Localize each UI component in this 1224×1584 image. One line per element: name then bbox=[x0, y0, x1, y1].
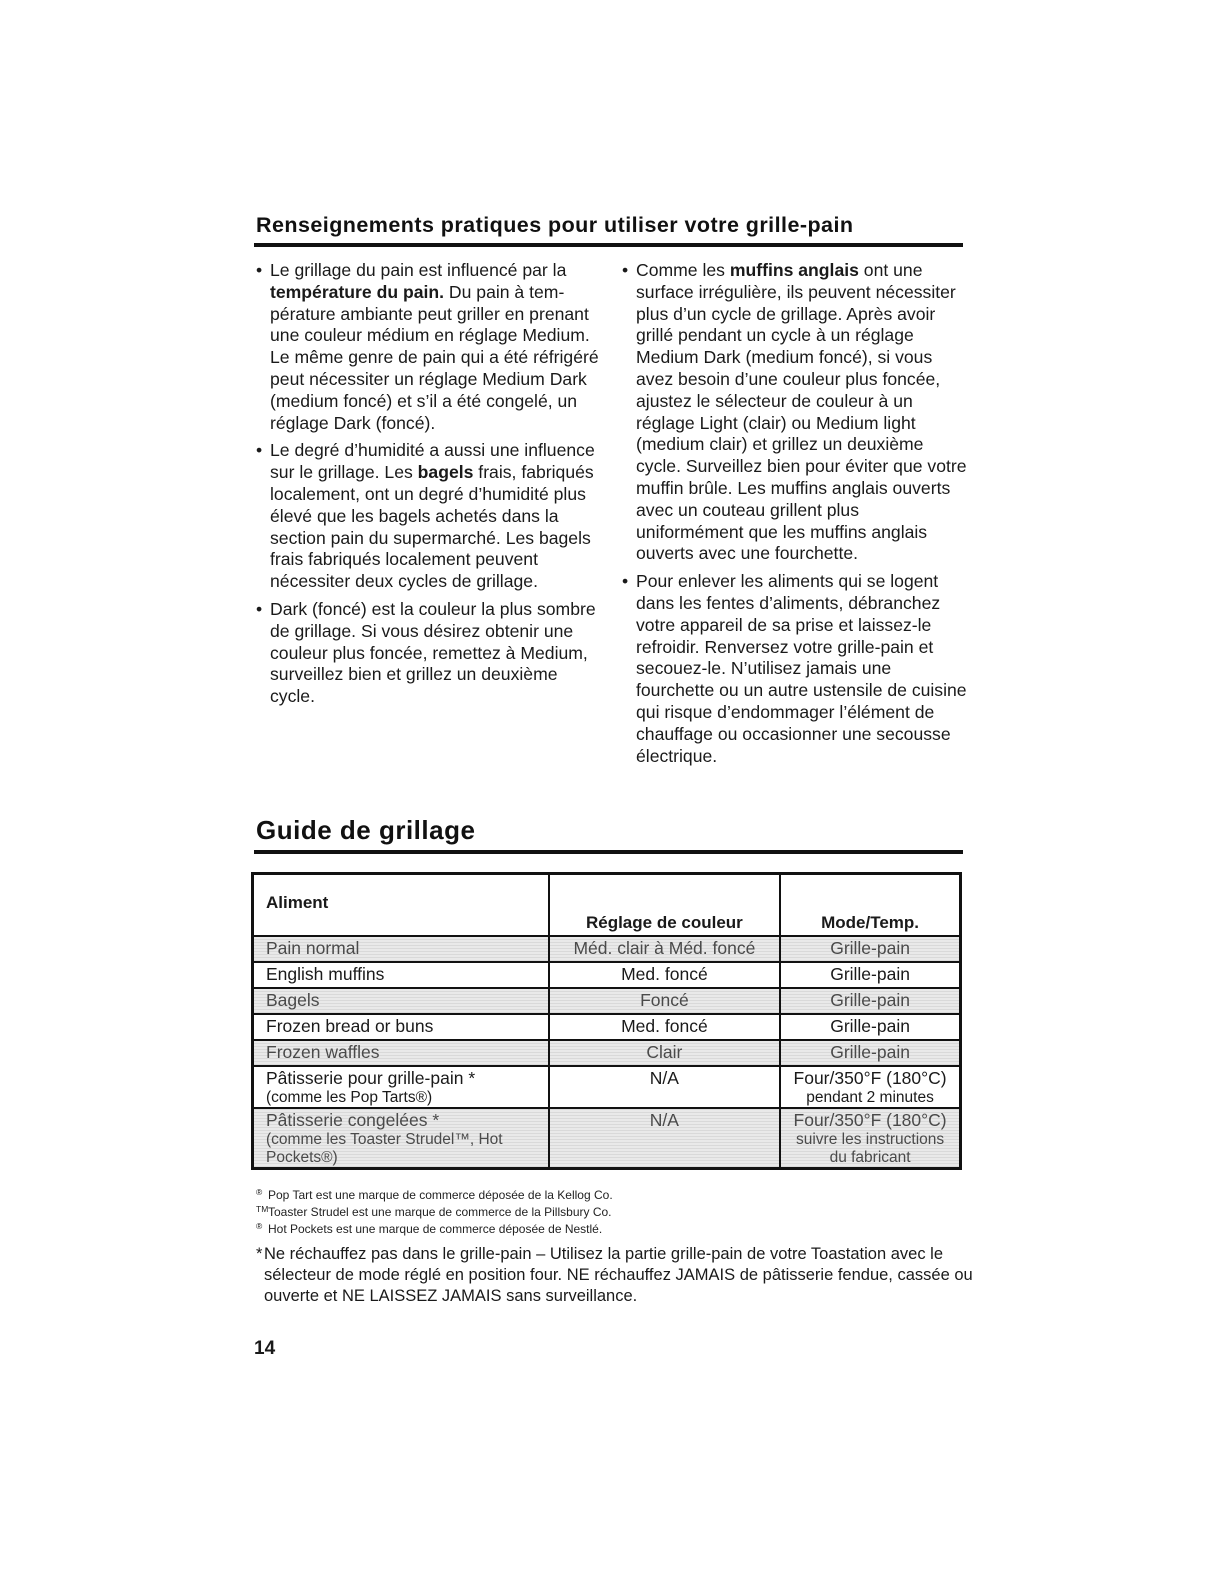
color-setting-cell bbox=[549, 1108, 781, 1169]
trademark-note: ® Hot Pockets est une marque de commerce déposée de Nestlé. bbox=[256, 1221, 603, 1236]
tip-temperature: • Le grillage du pain est influencé par la température du pain. Du pain à température ambiante peut griller en prenant une couleur médium en réglage Medium. Le même genre de pain qui a été réfrigéré peut nécessiter un réglage Medium Dark (medium foncé) et s’il a été congelé, un réglage Dark (foncé). bbox=[256, 260, 599, 433]
color-setting-cell-text: Med. foncé bbox=[621, 964, 708, 984]
tips-heading-rule bbox=[254, 243, 963, 247]
tip-remove-food: • Pour enlever les aliments qui se logent dans les fentes d’aliments, débranchez votre appareil de sa prise et laissez-le refroidir. Renversez votre grille-pain et secouez-le. N’utilisez jamais une fourchette ou un autre ustensile de cuisine qui risque d’endommager l’élément de chauffage ou occasionner une secousse électrique. bbox=[622, 571, 967, 766]
mode-temp-cell-subtext: pendant 2 minutes bbox=[806, 1089, 934, 1106]
food-cell-text: English muffins bbox=[266, 964, 385, 984]
mode-temp-cell bbox=[780, 988, 960, 1014]
mode-temp-cell-text: Four/350°F (180°C) bbox=[793, 1068, 947, 1088]
tip-dark-setting: • Dark (foncé) est la couleur la plus sombre de grillage. Si vous désirez obtenir une couleur plus foncée, remettez à Medium, surveillez bien et grillez un deuxième cycle. bbox=[256, 598, 596, 707]
mode-temp-cell-text: Grille-pain bbox=[830, 938, 910, 958]
tip-english-muffins: • Comme les muffins anglais ont une surface irrégulière, ils peuvent nécessiter plus d’un cycle de grillage. Après avoir grillé pendant un cycle à un réglage Medium Dark (medium foncé), si vous avez besoin d’une couleur plus foncée, ajustez le sélecteur de couleur à un réglage Light (clair) ou Medium light (medium clair) et grillez un deuxième cycle. Surveillez bien pour éviter que votre muffin brûle. Les muffins anglais ouverts avec un couteau grillent plus uniformément que les muffins anglais ouverts avec une fourchette. bbox=[622, 260, 967, 564]
mode-temp-cell bbox=[780, 962, 960, 988]
food-cell bbox=[253, 1066, 549, 1108]
mode-temp-cell bbox=[780, 1014, 960, 1040]
food-cell bbox=[253, 936, 549, 962]
mode-temp-cell-subtext: suivre les instructions du fabricant bbox=[795, 1131, 945, 1166]
bullet-icon: • bbox=[256, 598, 263, 619]
header-food: Aliment bbox=[253, 874, 549, 937]
food-cell-text: Bagels bbox=[266, 990, 320, 1010]
header-mode-temp: Mode/Temp. bbox=[780, 874, 960, 937]
color-setting-cell bbox=[549, 936, 781, 962]
table-row bbox=[253, 1108, 961, 1169]
color-setting-cell-text: N/A bbox=[649, 1110, 679, 1130]
mode-temp-cell bbox=[780, 1040, 960, 1066]
color-setting-cell bbox=[549, 962, 781, 988]
food-cell-text: Pâtisserie pour grille-pain * bbox=[266, 1068, 476, 1088]
bullet-icon: • bbox=[622, 571, 629, 592]
food-cell bbox=[253, 962, 549, 988]
tips-right-column bbox=[622, 260, 968, 773]
mode-temp-cell bbox=[780, 1108, 960, 1169]
food-cell bbox=[253, 1108, 549, 1169]
guide-heading-rule bbox=[254, 850, 963, 854]
food-cell bbox=[253, 988, 549, 1014]
trademark-note: ® Pop Tart est une marque de commerce déposée de la Kellog Co. bbox=[256, 1187, 613, 1202]
food-cell-text: Pâtisserie congelées * bbox=[266, 1110, 440, 1130]
food-cell bbox=[253, 1014, 549, 1040]
color-setting-cell-text: Med. foncé bbox=[621, 1016, 708, 1036]
table-row bbox=[253, 1066, 961, 1108]
food-cell-subtext: (comme les Pop Tarts®) bbox=[266, 1089, 433, 1106]
table-row bbox=[253, 988, 961, 1014]
tips-left-column bbox=[256, 260, 602, 714]
food-cell-text: Frozen waffles bbox=[266, 1042, 380, 1062]
tips-heading: Renseignements pratiques pour utiliser votre grille-pain bbox=[256, 213, 854, 237]
table-row bbox=[253, 1040, 961, 1066]
color-setting-cell-text: Méd. clair à Méd. foncé bbox=[573, 938, 756, 958]
toasting-guide-table bbox=[251, 872, 962, 1170]
header-color-setting: Réglage de couleur bbox=[549, 874, 781, 937]
mode-temp-cell bbox=[780, 936, 960, 962]
food-cell-text: Frozen bread or buns bbox=[266, 1016, 434, 1036]
color-setting-cell bbox=[549, 988, 781, 1014]
color-setting-cell bbox=[549, 1066, 781, 1108]
mode-temp-cell-text: Grille-pain bbox=[830, 990, 910, 1010]
color-setting-cell bbox=[549, 1040, 781, 1066]
color-setting-cell-text: N/A bbox=[649, 1068, 679, 1088]
food-cell-text: Pain normal bbox=[266, 938, 360, 958]
table-row bbox=[253, 1014, 961, 1040]
oven-warning-note: * Ne réchauffez pas dans le grille-pain – Utilisez la partie grille-pain de votre Toastation avec le sélecteur de mode réglé en position four. NE réchauffez JAMAIS de pâtisserie fendue, cassée ou ouverte et NE LAISSEZ JAMAIS sans surveillance. bbox=[256, 1245, 973, 1305]
mode-temp-cell bbox=[780, 1066, 960, 1108]
tip-humidity: • Le degré d’humidité a aussi une influence sur le grillage. Les bagels frais, fabriqués localement, ont un degré d’humidité plus élevé que les bagels achetés dans la section pain du supermarché. Les bagels frais fabriqués localement peuvent nécessiter deux cycles de grillage. bbox=[256, 440, 595, 592]
trademark-note: TM Toaster Strudel est une marque de commerce de la Pillsbury Co. bbox=[256, 1204, 612, 1219]
table-body bbox=[253, 936, 961, 1169]
mode-temp-cell-text: Four/350°F (180°C) bbox=[793, 1110, 947, 1130]
bullet-icon: • bbox=[622, 260, 629, 280]
trademark-notes bbox=[256, 1187, 968, 1238]
bullet-icon: • bbox=[256, 260, 263, 280]
food-cell bbox=[253, 1040, 549, 1066]
mode-temp-cell-text: Grille-pain bbox=[830, 1042, 910, 1062]
mode-temp-cell-text: Grille-pain bbox=[830, 1016, 910, 1036]
table-row bbox=[253, 962, 961, 988]
color-setting-cell bbox=[549, 1014, 781, 1040]
guide-heading: Guide de grillage bbox=[256, 815, 476, 845]
food-cell-subtext: (comme les Toaster Strudel™, Hot Pockets®) bbox=[266, 1131, 503, 1166]
bullet-icon: • bbox=[256, 440, 263, 461]
table-header-row bbox=[253, 874, 961, 937]
page-number: 14 bbox=[254, 1338, 276, 1359]
mode-temp-cell-text: Grille-pain bbox=[830, 964, 910, 984]
color-setting-cell-text: Foncé bbox=[640, 990, 689, 1010]
table-row bbox=[253, 936, 961, 962]
color-setting-cell-text: Clair bbox=[646, 1042, 683, 1062]
